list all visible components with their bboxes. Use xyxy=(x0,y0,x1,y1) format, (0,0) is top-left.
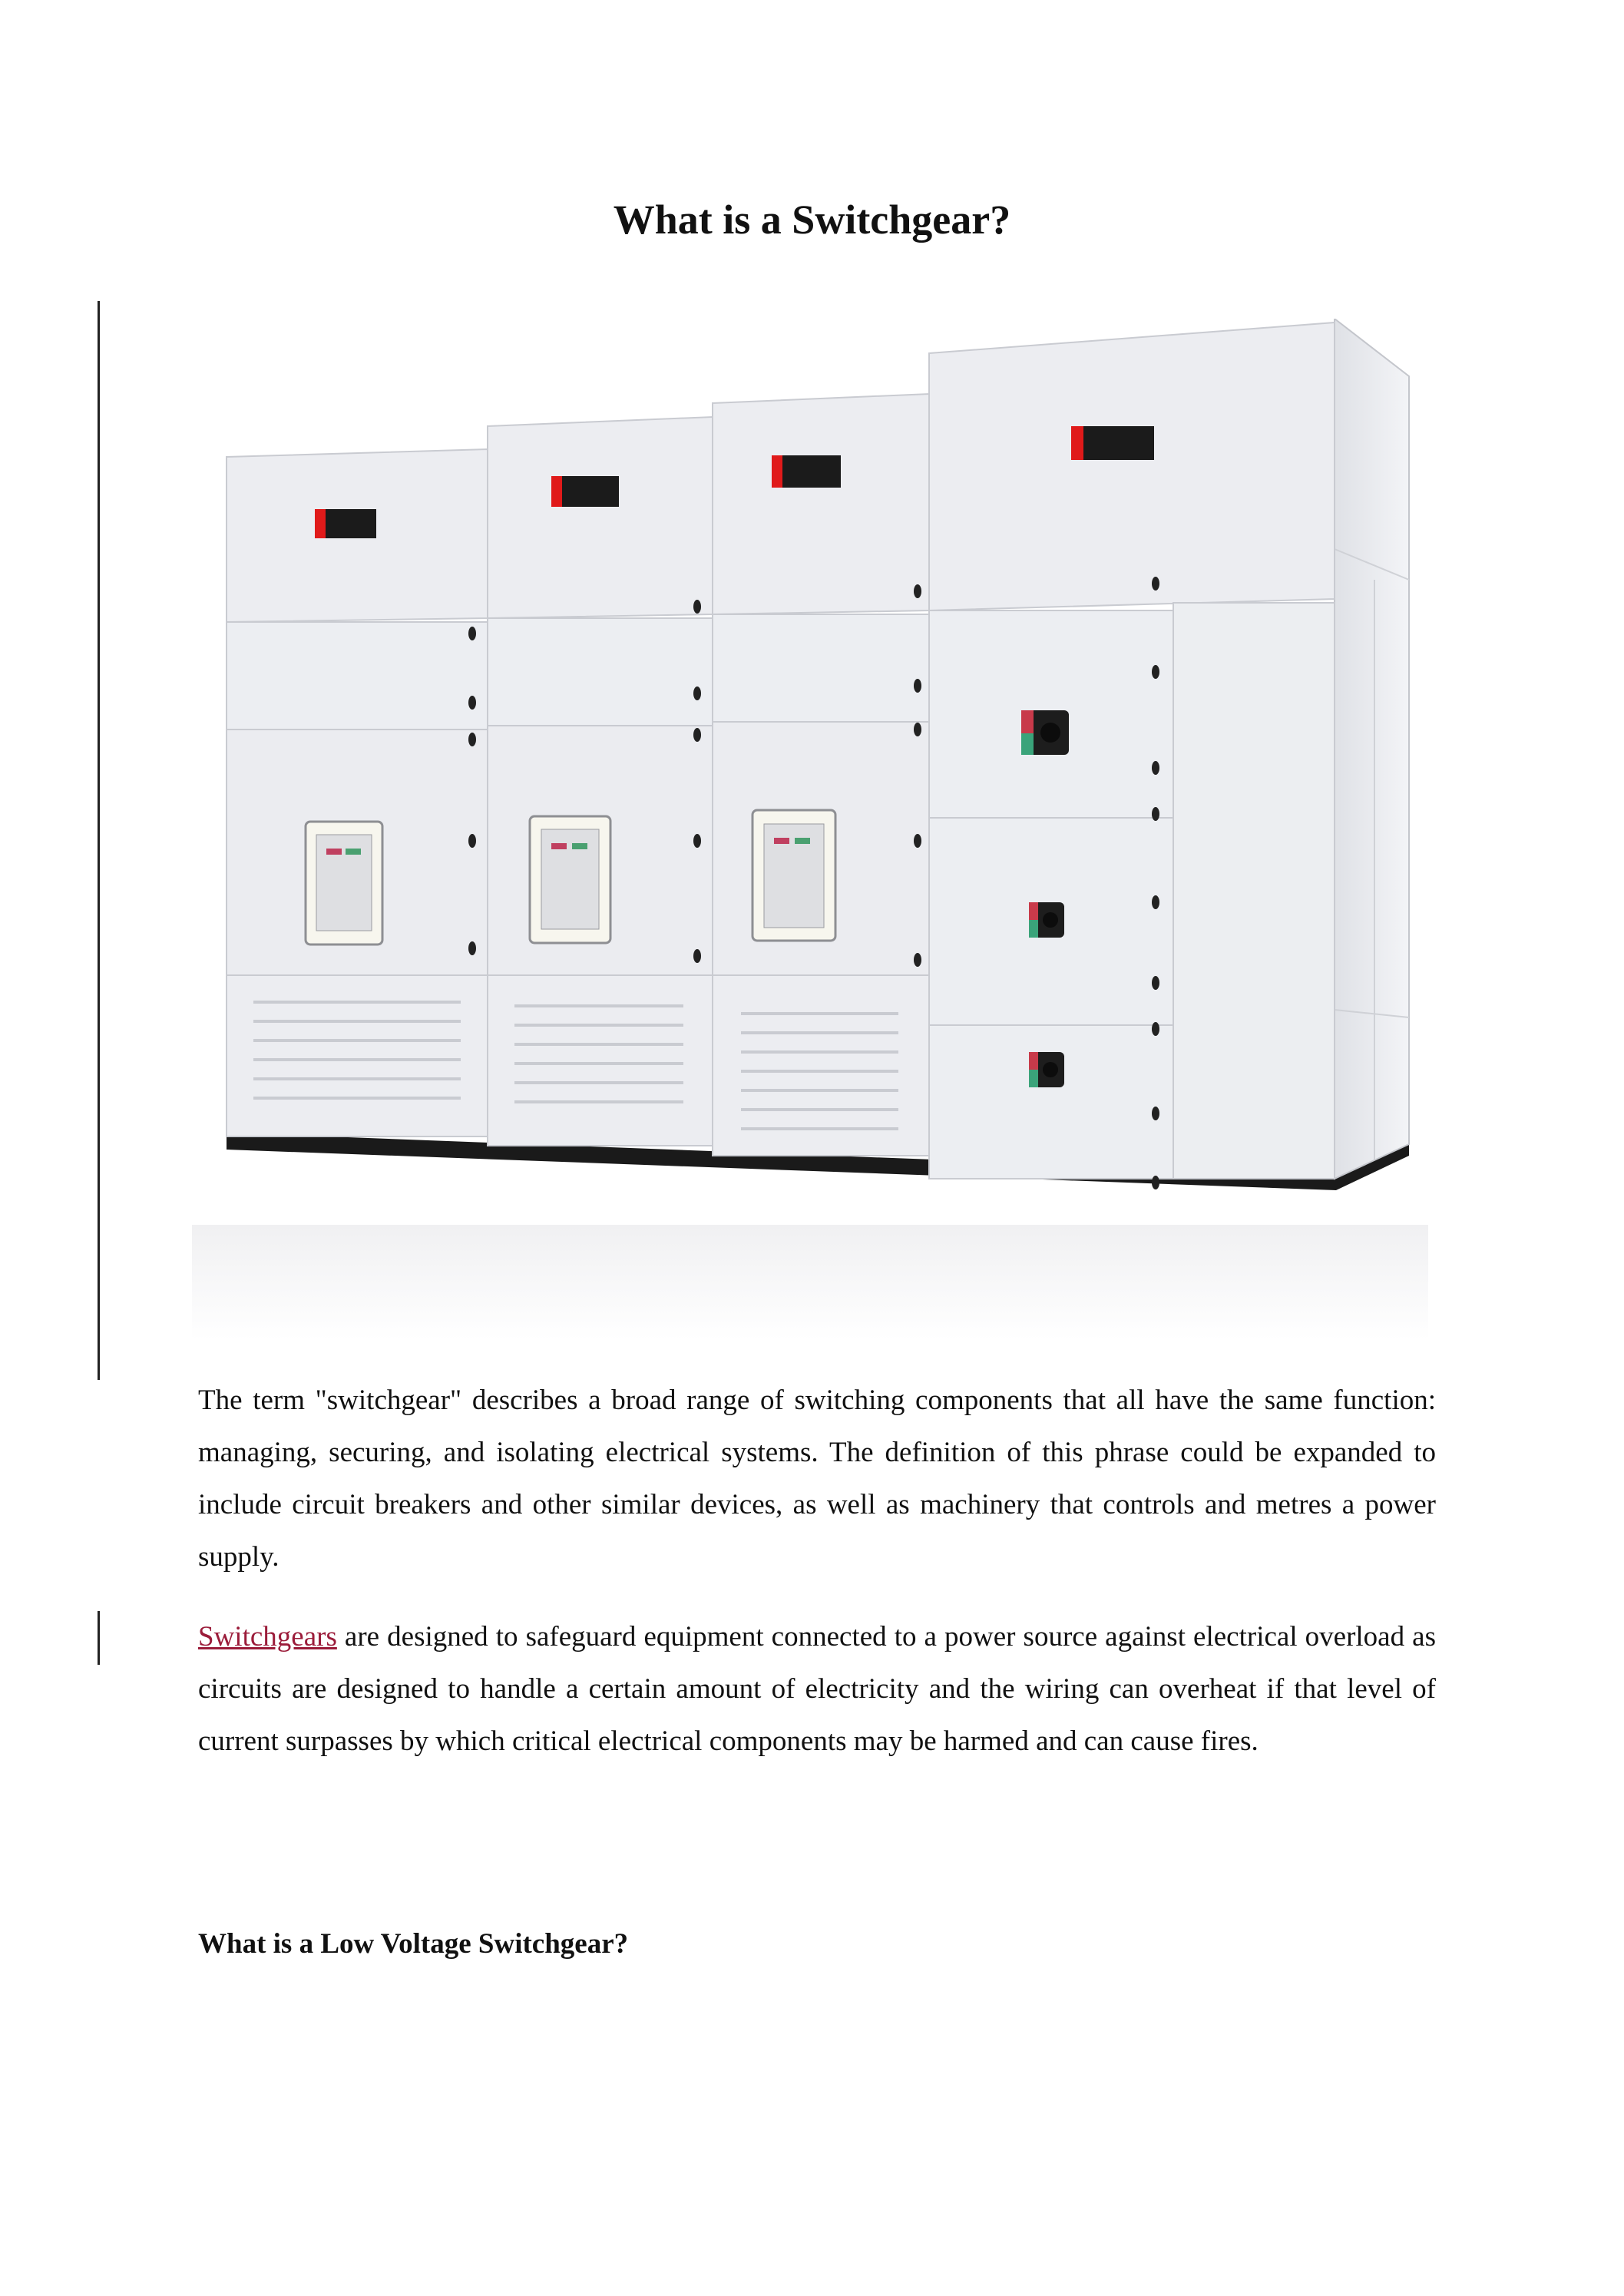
cabinet-side xyxy=(1335,319,1409,1179)
brand-label xyxy=(315,509,376,538)
rotary-switch xyxy=(1021,710,1069,755)
side-column-panel xyxy=(1173,603,1335,1179)
top-panel xyxy=(488,417,713,618)
circuit-breaker-window xyxy=(306,822,382,945)
drawer-panel xyxy=(713,614,929,722)
rotary-switch xyxy=(1029,1052,1064,1087)
margin-change-bar xyxy=(98,301,100,1380)
top-panel xyxy=(929,323,1335,610)
paragraph-intro: The term "switchgear" describes a broad range of switching components that all have the same function: managing, securing, and isolating electrical systems. The definition of this phrase could be expanded to include circuit breakers and other similar devices, as well as machinery that controls and metres a power supply. xyxy=(198,1385,1436,1573)
control-panel xyxy=(929,1025,1173,1179)
switchgears-link[interactable]: Switchgears xyxy=(198,1621,337,1653)
top-panel xyxy=(713,394,929,614)
paragraph-switchgears-text: are designed to safeguard equipment connected to a power source against electrical overload as circuits are designed to handle a certain amount of electricity and the wiring can overheat if that level of current surpasses by which critical electrical components may be harmed and can cause fires. xyxy=(198,1621,1436,1757)
section-heading: What is a Low Voltage Switchgear? xyxy=(198,1928,629,1960)
floor-reflection xyxy=(192,1225,1428,1340)
rotary-switch xyxy=(1029,902,1064,938)
margin-change-bar xyxy=(98,1611,100,1665)
circuit-breaker-window xyxy=(752,810,835,941)
drawer-panel xyxy=(488,618,713,726)
page-title: What is a Switchgear? xyxy=(613,197,1011,243)
drawer-panel xyxy=(227,622,488,729)
brand-label xyxy=(551,476,619,507)
brand-label xyxy=(772,455,841,488)
vent-panel xyxy=(488,975,713,1146)
switchgear-image xyxy=(192,319,1428,1340)
paragraph-switchgears xyxy=(198,1611,1436,1768)
brand-label xyxy=(1071,426,1154,460)
vent-panel xyxy=(227,975,488,1136)
circuit-breaker-window xyxy=(530,816,610,943)
